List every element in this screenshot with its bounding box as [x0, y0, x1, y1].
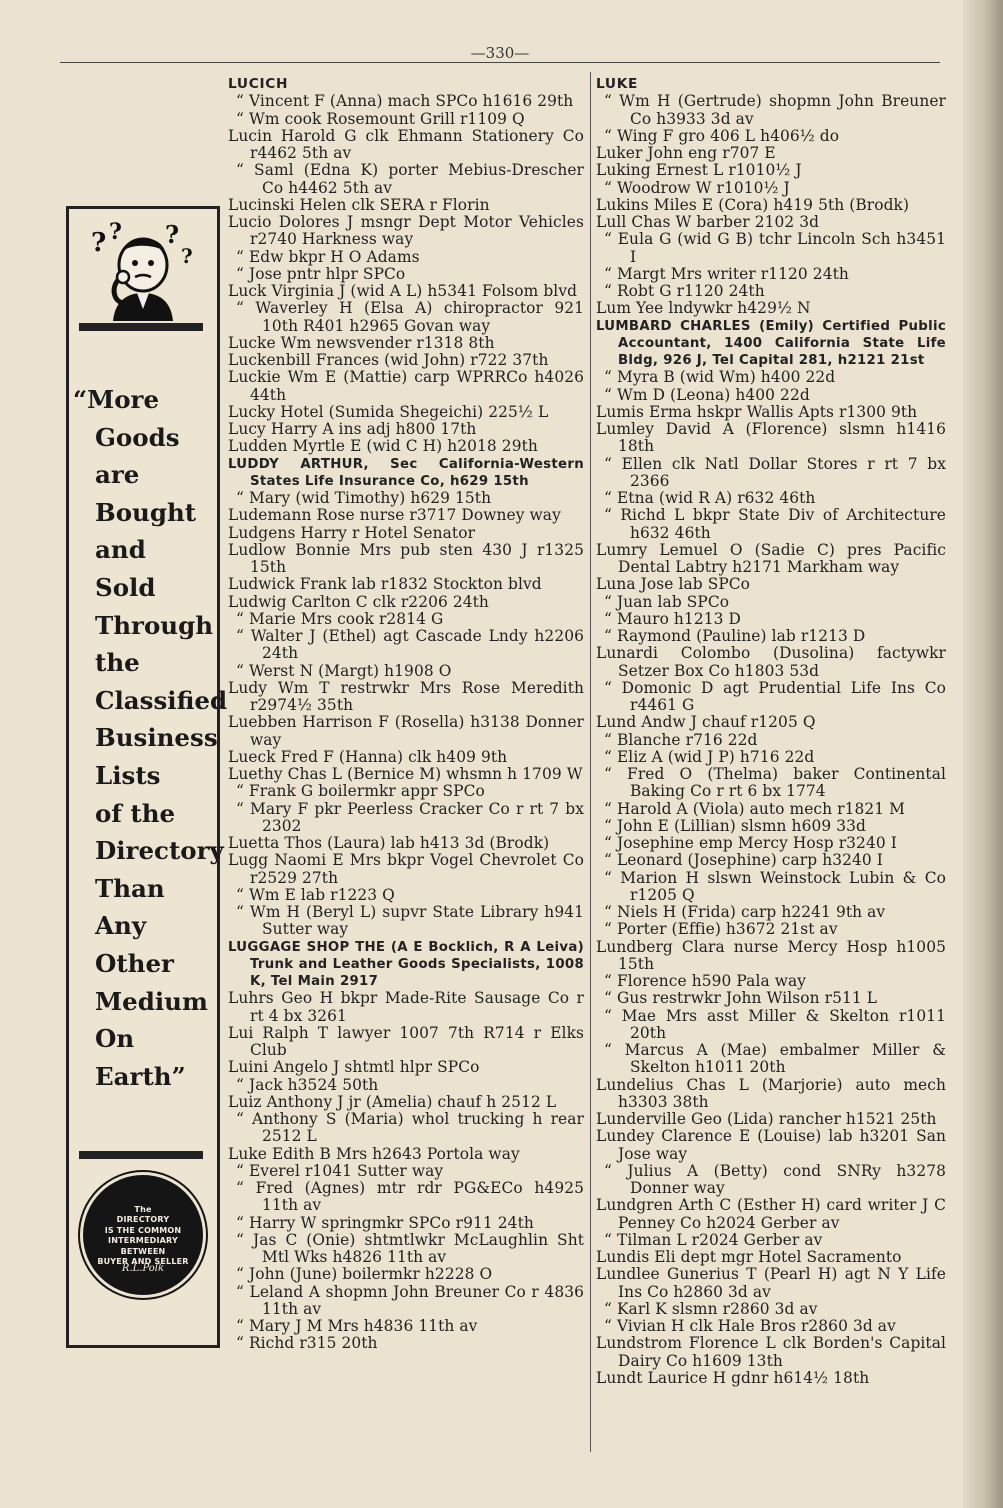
- directory-entry: “ Edw bkpr H O Adams: [236, 247, 420, 266]
- directory-column-left: [228, 76, 584, 1353]
- directory-entry: Lucio Dolores J msngr Dept Motor Vehicles r2740 Harkness way: [228, 213, 584, 249]
- slogan-line: Other: [95, 948, 174, 978]
- directory-entry: “ Vincent F (Anna) mach SPCo h1616 29th: [236, 92, 574, 111]
- directory-entry: Lundey Clarence E (Louise) lab h3201 San Jose way: [596, 1127, 946, 1163]
- directory-entry: Ludlow Bonnie Mrs pub sten 430 J r1325 15th: [228, 540, 584, 576]
- directory-entry: “ Margt Mrs writer r1120 24th: [604, 264, 849, 283]
- directory-entry: “ Tilman L r2024 Gerber av: [604, 1230, 823, 1249]
- directory-entry: Lundt Laurice H gdnr h614½ 18th: [596, 1368, 870, 1387]
- directory-entry: Luhrs Geo H bkpr Made-Rite Sausage Co r rt 4 bx 3261: [228, 989, 584, 1025]
- directory-entry: “ Josephine emp Mercy Hosp r3240 I: [604, 834, 897, 852]
- directory-entry: “ Raymond (Pauline) lab r1213 D: [604, 627, 866, 645]
- directory-entry: Luker John eng r707 E: [596, 144, 776, 162]
- header-rule: [60, 62, 940, 63]
- directory-entry: “ Karl K slsmn r2860 3d av: [604, 1299, 818, 1318]
- directory-entry: Lunderville Geo (Lida) rancher h1521 25th: [596, 1110, 937, 1128]
- section-heading: LUCICH: [228, 76, 289, 92]
- directory-entry: Lumis Erma hskpr Wallis Apts r1300 9th: [596, 402, 918, 421]
- slogan-line: Goods: [95, 422, 180, 452]
- directory-entry: “ Wm E lab r1223 Q: [236, 885, 395, 904]
- slogan-line: Bought: [95, 497, 197, 527]
- seal-line: BUYER AND SELLER: [97, 1257, 189, 1267]
- directory-entry: “ Saml (Edna K) porter Mebius-Drescher Co h4462 5th av: [236, 161, 584, 197]
- seal-line: The: [134, 1205, 152, 1214]
- directory-entry: Lund Andw J chauf r1205 Q: [596, 713, 816, 732]
- directory-entry: “ Fred O (Thelma) baker Continental Baking Co r rt 6 bx 1774: [604, 765, 946, 801]
- slogan-line: Business: [95, 723, 218, 753]
- slogan-line: On: [95, 1024, 135, 1054]
- slogan-line: are: [95, 460, 140, 490]
- slogan-line: the: [95, 648, 140, 678]
- directory-entry: “ Jack h3524 50th: [236, 1075, 379, 1094]
- directory-entry: “ Harry W springmkr SPCo r911 24th: [236, 1213, 534, 1232]
- directory-entry: Lundstrom Florence L clk Borden's Capital Dairy Co h1609 13th: [596, 1334, 946, 1370]
- directory-entry: Ludemann Rose nurse r3717 Downey way: [228, 506, 561, 525]
- directory-entry: Lucy Harry A ins adj h800 17th: [228, 420, 477, 438]
- directory-entry: “ Wing F gro 406 L h406½ do: [604, 126, 840, 145]
- directory-entry: “ Mary J M Mrs h4836 11th av: [236, 1317, 478, 1335]
- column-divider: [590, 72, 591, 1452]
- directory-entry: Lui Ralph T lawyer 1007 7th R714 r Elks Club: [228, 1023, 584, 1059]
- directory-entry: Lunardi Colombo (Dusolina) factywkr Setzer Box Co h1803 53d: [596, 644, 946, 680]
- directory-entry: “ Harold A (Viola) auto mech r1821 M: [604, 799, 906, 818]
- slogan-line: Medium: [95, 986, 208, 1016]
- seal-text: [91, 1205, 195, 1267]
- directory-entry: Luckenbill Frances (wid John) r722 37th: [228, 351, 549, 369]
- thinking-boy-icon: [83, 217, 201, 321]
- slogan-line: of the: [95, 798, 176, 828]
- directory-entry: “ Robt G r1120 24th: [604, 282, 765, 300]
- directory-entry: “ Eliz A (wid J P) h716 22d: [604, 747, 815, 766]
- directory-entry: Ludwick Frank lab r1832 Stockton blvd: [228, 575, 542, 594]
- directory-entry: “ Domonic D agt Prudential Life Ins Co r4461 G: [604, 678, 946, 714]
- directory-entry: Luking Ernest L r1010½ J: [596, 161, 802, 180]
- directory-entry: Luna Jose lab SPCo: [596, 575, 751, 594]
- directory-entry: LUMBARD CHARLES (Emily) Certified Public Accountant, 1400 California State Life Bldg, 926 J, Tel Capital 281, h2121 21st: [596, 318, 946, 368]
- directory-entry: “ Niels H (Frida) carp h2241 9th av: [604, 903, 886, 921]
- svg-text:?: ?: [91, 228, 107, 258]
- seal-line: INTERMEDIARY: [108, 1236, 178, 1246]
- directory-entry: Lucin Harold G clk Ehmann Stationery Co r4462 5th av: [228, 126, 584, 162]
- ad-slogan: [73, 381, 228, 1095]
- directory-entry: “ Eula G (wid G B) tchr Lincoln Sch h3451 I: [604, 230, 946, 266]
- svg-text:?: ?: [109, 219, 122, 245]
- directory-entry: Luebben Harrison F (Rosella) h3138 Donner way: [228, 713, 584, 749]
- directory-entry: Lumry Lemuel O (Sadie C) pres Pacific Dental Labtry h2171 Markham way: [596, 540, 946, 576]
- svg-text:?: ?: [165, 220, 180, 249]
- slogan-line: Earth”: [95, 1061, 186, 1091]
- directory-entry: Lucke Wm newsvender r1318 8th: [228, 333, 495, 352]
- directory-entry: “ Frank G boilermkr appr SPCo: [236, 782, 485, 801]
- directory-entry: “ Julius A (Betty) cond SNRy h3278 Donner way: [604, 1161, 946, 1197]
- directory-entry: Lundberg Clara nurse Mercy Hosp h1005 15th: [596, 937, 946, 973]
- slogan-line: Directory: [95, 836, 224, 866]
- directory-entry: “ Blanche r716 22d: [604, 730, 758, 749]
- directory-entry: Lumley David A (Florence) slsmn h1416 18th: [596, 420, 946, 456]
- directory-entry: Luck Virginia J (wid A L) h5341 Folsom blvd: [228, 282, 578, 300]
- directory-entry: “ Leonard (Josephine) carp h3240 I: [604, 851, 883, 870]
- directory-entry: “ Jas C (Onie) shtmtlwkr McLaughlin Sht Mtl Wks h4826 11th av: [236, 1230, 584, 1266]
- slogan-line: “More: [73, 385, 160, 414]
- slogan-line: Classified: [95, 685, 228, 715]
- directory-entry: “ John (June) boilermkr h2228 O: [236, 1265, 493, 1284]
- directory-entry: “ Richd r315 20th: [236, 1334, 378, 1353]
- slogan-line: Any: [95, 911, 147, 941]
- directory-entry: Lundlee Gunerius T (Pearl H) agt N Y Life Ins Co h2860 3d av: [596, 1265, 946, 1301]
- directory-entry: “ Walter J (Ethel) agt Cascade Lndy h2206 24th: [236, 627, 584, 663]
- directory-entry: “ Mary F pkr Peerless Cracker Co r rt 7 bx 2302: [236, 799, 584, 835]
- slogan-line: Through: [95, 610, 214, 640]
- directory-entry: “ Porter (Effie) h3672 21st av: [604, 920, 838, 939]
- directory-entry: “ Mauro h1213 D: [604, 609, 741, 628]
- slogan-line: Sold: [95, 572, 156, 602]
- directory-entry: “ Anthony S (Maria) whol trucking h rear 2512 L: [236, 1110, 584, 1146]
- directory-entry: Lueck Fred F (Hanna) clk h409 9th: [228, 747, 508, 766]
- directory-entry: “ Ellen clk Natl Dollar Stores r rt 7 bx 2366: [604, 454, 946, 490]
- directory-entry: LUDDY ARTHUR, Sec California-Western States Life Insurance Co, h629 15th: [228, 456, 584, 489]
- directory-entry: “ Jose pntr hlpr SPCo: [236, 264, 406, 283]
- directory-entry: “ Woodrow W r1010½ J: [604, 178, 790, 197]
- directory-entry: Lundelius Chas L (Marjorie) auto mech h3303 38th: [596, 1075, 946, 1111]
- directory-entry: Lundgren Arth C (Esther H) card writer J C Penney Co h2024 Gerber av: [596, 1196, 946, 1232]
- directory-entry: “ Everel r1041 Sutter way: [236, 1161, 444, 1180]
- directory-entry: “ Marie Mrs cook r2814 G: [236, 609, 444, 628]
- slogan-line: and: [95, 535, 146, 565]
- directory-seal-icon: [83, 1175, 203, 1295]
- directory-entry: Luckie Wm E (Mattie) carp WPRRCo h4026 44th: [228, 368, 584, 404]
- slogan-line: Than: [95, 873, 165, 903]
- directory-entry: Ludy Wm T restrwkr Mrs Rose Meredith r2974½ 35th: [228, 678, 584, 714]
- directory-entry: “ Juan lab SPCo: [604, 592, 730, 611]
- page-number: —330—: [470, 44, 530, 62]
- directory-entry: Luethy Chas L (Bernice M) whsmn h 1709 W: [228, 765, 583, 783]
- directory-column-right: [596, 76, 946, 1387]
- directory-entry: “ Florence h590 Pala way: [604, 972, 807, 990]
- directory-entry: Luke Edith B Mrs h2643 Portola way: [228, 1144, 520, 1163]
- directory-advertisement: [66, 206, 228, 1348]
- directory-entry: “ Etna (wid R A) r632 46th: [604, 489, 816, 507]
- directory-entry: “ Waverley H (Elsa A) chiropractor 921 10th R401 h2965 Govan way: [236, 299, 584, 335]
- seal-line: BETWEEN: [120, 1246, 166, 1256]
- directory-entry: Lundis Eli dept mgr Hotel Sacramento: [596, 1248, 902, 1266]
- seal-line: DIRECTORY: [116, 1215, 170, 1225]
- directory-entry: “ Leland A shopmn John Breuner Co r 4836 11th av: [236, 1282, 584, 1318]
- directory-entry: Ludgens Harry r Hotel Senator: [228, 523, 476, 542]
- directory-entry: “ Wm H (Beryl L) supvr State Library h941 Sutter way: [236, 903, 584, 939]
- directory-entry: Lull Chas W barber 2102 3d: [596, 213, 820, 231]
- directory-entry: “ Gus restrwkr John Wilson r511 L: [604, 989, 878, 1008]
- svg-text:?: ?: [181, 244, 193, 268]
- seal-signature: R.L.Polk: [121, 1263, 165, 1274]
- slogan-line: Lists: [95, 760, 161, 790]
- directory-entry: Luetta Thos (Laura) lab h413 3d (Brodk): [228, 834, 550, 852]
- ad-top-bar: [79, 323, 203, 331]
- directory-entry: “ Wm D (Leona) h400 22d: [604, 385, 810, 404]
- directory-entry: “ Vivian H clk Hale Bros r2860 3d av: [604, 1317, 896, 1335]
- directory-entry: “ Myra B (wid Wm) h400 22d: [604, 368, 836, 387]
- ad-bottom-bar: [79, 1151, 203, 1159]
- directory-entry: Luiz Anthony J jr (Amelia) chauf h 2512 L: [228, 1092, 557, 1111]
- directory-entry: “ Mae Mrs asst Miller & Skelton r1011 20th: [604, 1006, 946, 1042]
- directory-entry: “ Wm cook Rosemount Grill r1109 Q: [236, 109, 525, 128]
- directory-entry: Lucinski Helen clk SERA r Florin: [228, 195, 490, 214]
- directory-entry: Ludden Myrtle E (wid C H) h2018 29th: [228, 437, 538, 456]
- directory-entry: Lukins Miles E (Cora) h419 5th (Brodk): [596, 195, 910, 214]
- section-heading: LUKE: [596, 76, 639, 92]
- directory-entry: “ Marcus A (Mae) embalmer Miller & Skelton h1011 20th: [604, 1041, 946, 1077]
- directory-entry: “ Marion H slswn Weinstock Lubin & Co r1205 Q: [604, 868, 946, 904]
- directory-entry: Lum Yee lndywkr h429½ N: [596, 299, 811, 318]
- directory-entry: “ John E (Lillian) slsmn h609 33d: [604, 816, 866, 835]
- directory-entry: “ Mary (wid Timothy) h629 15th: [236, 489, 492, 507]
- directory-entry: “ Richd L bkpr State Div of Architecture h632 46th: [604, 506, 946, 542]
- directory-entry: LUGGAGE SHOP THE (A E Bocklich, R A Leiva) Trunk and Leather Goods Specialists, 1008 K, Tel Main 2917: [228, 939, 584, 989]
- seal-line: IS THE COMMON: [104, 1225, 182, 1235]
- directory-entry: “ Fred (Agnes) mtr rdr PG&ECo h4925 11th av: [236, 1179, 584, 1215]
- directory-entry: Lucky Hotel (Sumida Shegeichi) 225½ L: [228, 402, 549, 421]
- directory-entry: “ Werst N (Margt) h1908 O: [236, 661, 452, 680]
- directory-entry: Lugg Naomi E Mrs bkpr Vogel Chevrolet Co r2529 27th: [228, 851, 584, 887]
- directory-entry: “ Wm H (Gertrude) shopmn John Breuner Co h3933 3d av: [604, 92, 946, 128]
- directory-entry: Luini Angelo J shtmtl hlpr SPCo: [228, 1058, 480, 1077]
- directory-entry: Ludwig Carlton C clk r2206 24th: [228, 592, 489, 611]
- book-binding-shadow: [963, 0, 1003, 1508]
